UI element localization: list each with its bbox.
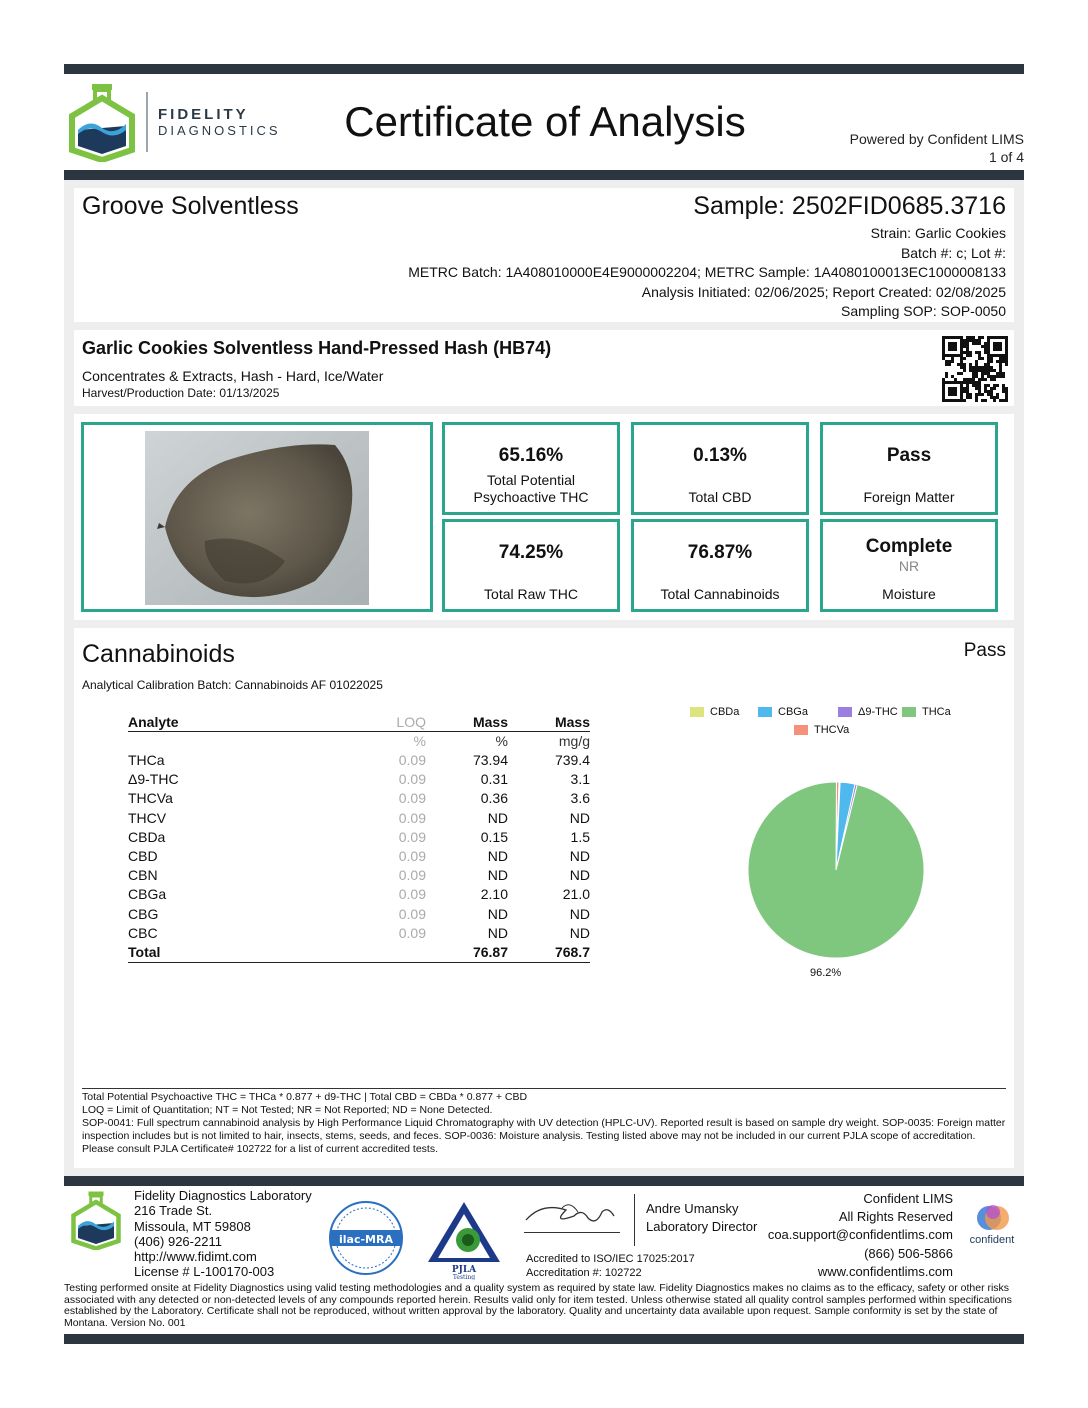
summary-total-thc (442, 422, 620, 515)
table-cell: 0.09 (398, 752, 426, 769)
summary-label: Total Raw THC (484, 586, 578, 602)
director-name: Andre Umansky (646, 1201, 739, 1216)
summary-sub: NR (898, 558, 920, 574)
confident-logo-text: confident (969, 1234, 1015, 1246)
table-cell: ND (569, 867, 590, 884)
legend-swatch (758, 707, 772, 717)
summary-value: 65.16% (498, 445, 564, 466)
footer-bottom-bar (64, 1334, 1024, 1344)
summary-total-cbd (631, 422, 809, 515)
column-header: Mass (426, 713, 508, 732)
summary-value: 0.13% (693, 445, 747, 466)
footer-top-bar (64, 1176, 1024, 1186)
pjla-text: PJLA (451, 1265, 477, 1275)
table-cell: ND (487, 867, 508, 884)
confident-logo-icon (962, 1202, 1022, 1234)
table-cell: 0.09 (398, 867, 426, 884)
cannabinoid-table (128, 713, 590, 963)
director-block (646, 1200, 757, 1235)
summary-value: 74.25% (498, 542, 564, 563)
top-bar (64, 64, 1024, 74)
confident-website[interactable]: www.confidentlims.com (817, 1263, 953, 1279)
qr-code-icon[interactable] (942, 336, 1008, 402)
table-cell: ND (569, 905, 590, 922)
summary-value: 76.87% (687, 542, 753, 563)
table-cell: 1.5 (570, 828, 590, 845)
calibration-batch: Analytical Calibration Batch: Cannabinoids AF 01022025 (82, 678, 383, 692)
table-cell: 0.15 (480, 828, 508, 845)
table-row (128, 770, 590, 789)
table-cell: 21.0 (562, 886, 590, 903)
client-name: Groove Solventless (82, 192, 299, 220)
total-cell: 76.87 (426, 943, 508, 963)
total-cell: 768.7 (508, 943, 590, 963)
notes-divider (82, 1088, 1006, 1089)
summary-label: Total CBD (688, 489, 752, 505)
note-formula: Total Potential Psychoactive THC = THCa * 0.877 + d9-THC | Total CBD = CBDa * 0.877 + CBD (82, 1091, 528, 1103)
units-row (128, 732, 590, 752)
legend-label: CBDa (710, 706, 740, 718)
flask-icon (68, 82, 136, 162)
table-cell: CBGa (128, 886, 167, 903)
table-cell: 3.6 (570, 790, 590, 807)
strain: Strain: Garlic Cookies (870, 225, 1006, 241)
section-status: Pass (963, 640, 1006, 661)
page-title: Certificate of Analysis (344, 98, 746, 145)
header-bottom-bar (64, 170, 1024, 180)
confident-rights: All Rights Reserved (838, 1209, 953, 1225)
column-header: Mass (508, 713, 590, 732)
table-cell: THCVa (128, 790, 173, 807)
summary-raw-thc (442, 519, 620, 612)
summary-label: Total Cannabinoids (660, 586, 780, 602)
unit-cell: % (495, 733, 508, 749)
summary-value: Pass (886, 445, 932, 466)
table-cell: 0.09 (398, 886, 426, 903)
director-title: Laboratory Director (646, 1218, 758, 1234)
summary-label: Moisture (882, 586, 936, 602)
pjla-sub-text: Testing (452, 1274, 476, 1280)
table-cell: 0.31 (480, 771, 508, 788)
table-cell: Δ9-THC (128, 771, 179, 788)
lab-license: License # L-100170-003 (134, 1264, 275, 1280)
summary-label: Foreign Matter (863, 489, 955, 505)
legend-item (758, 706, 808, 718)
disclaimer: Testing performed onsite at Fidelity Diagnostics using valid testing methodologies and a quality system as required by state law. Fidelity Diagnostics makes no claims as to the efficacy, safety or other risks associated with any detected or non-detected levels of any compounds reported herein. Results valid only for item tested. Unless otherwise stated all quality control samples performed within specifications established by the Laboratory. Certificate shall not be reproduced, without written approval by the laboratory. Quality and uncertainty data available upon request. Sample conformity is set by the state of Montana. Version No. 001 (64, 1282, 1012, 1329)
lab-phone: (406) 926-2211 (134, 1233, 222, 1249)
table-cell: 0.09 (398, 771, 426, 788)
batch: Batch #: c; Lot #: (900, 244, 1006, 261)
metrc: METRC Batch: 1A408010000E4E9000002204; METRC Sample: 1A4080100013EC1000008133 (408, 264, 1006, 280)
sampling-sop: Sampling SOP: SOP-0050 (841, 303, 1006, 319)
legend-item (902, 706, 951, 718)
unit-cell (128, 732, 308, 752)
unit-cell: mg/g (558, 733, 590, 749)
lab-website[interactable]: http://www.fidimt.com (134, 1249, 257, 1265)
brand-wordmark (146, 92, 281, 152)
pjla-logo-icon (426, 1200, 502, 1280)
accreditation-number: Accreditation #: 102722 (526, 1267, 642, 1279)
summary-moisture (820, 519, 998, 612)
legend-label: CBGa (778, 706, 808, 718)
legend-swatch (794, 725, 808, 735)
legend-label: THCVa (814, 724, 850, 736)
summary-value: Complete (865, 536, 953, 557)
table-row (128, 828, 590, 847)
column-header: LOQ (308, 713, 426, 732)
section-title: Cannabinoids (82, 640, 235, 668)
confident-logo (962, 1202, 1022, 1252)
table-cell: CBDa (128, 828, 166, 845)
table-row (128, 847, 590, 866)
legend-item (794, 724, 849, 736)
pie-slice-THCa (748, 782, 924, 958)
product-category: Concentrates & Extracts, Hash - Hard, Ice/Water (82, 368, 384, 384)
lab-name: Fidelity Diagnostics Laboratory (134, 1188, 312, 1203)
table-cell: ND (569, 809, 590, 826)
product-name: Garlic Cookies Solventless Hand-Pressed Hash (HB74) (82, 338, 552, 358)
note-methods: SOP-0041: Full spectrum cannabinoid analysis by High Performance Liquid Chromatography with UV detection (HPLC-UV). Reported result is based on sample dry weight. SOP-0035: Foreign matter inspection includes but is not limited to hair, insects, stems, seeds, and feces. SOP-0036: Moisture analysis. Testing listed above may not be included in our current PJLA scope of accreditation. Please consult PJLA Certificate# 102722 for a list of current accredited tests. (82, 1117, 1006, 1155)
table-cell: CBN (128, 867, 158, 884)
sample-photo (145, 431, 369, 605)
table-cell: 3.1 (570, 771, 590, 788)
table-cell: ND (487, 905, 508, 922)
lab-city: Missoula, MT 59808 (134, 1218, 251, 1234)
table-row (128, 924, 590, 943)
table-row (128, 809, 590, 828)
confident-name: Confident LIMS (863, 1191, 953, 1206)
sample-meta (408, 224, 1006, 322)
table-row (128, 751, 590, 770)
sample-id: Sample: 2502FID0685.3716 (693, 192, 1006, 220)
table-cell: ND (487, 809, 508, 826)
legend-label: Δ9-THC (858, 706, 898, 718)
total-cell: Total (128, 943, 308, 963)
dates: Analysis Initiated: 02/06/2025; Report Created: 02/08/2025 (641, 283, 1006, 300)
table-cell: THCV (128, 809, 167, 826)
lab-street: 216 Trade St. (134, 1203, 213, 1219)
column-header: Analyte (128, 713, 308, 732)
legend-swatch (690, 707, 704, 717)
table-cell: 0.09 (398, 809, 426, 826)
brand-line-2: DIAGNOSTICS (158, 123, 281, 138)
table-cell: CBC (128, 924, 158, 941)
table-cell: ND (487, 924, 508, 941)
signature-divider (634, 1194, 635, 1246)
table-cell: 0.09 (398, 828, 426, 845)
ilac-text: ilac-MRA (339, 1233, 393, 1246)
note-abbreviations: LOQ = Limit of Quantitation; NT = Not Tested; NR = Not Reported; ND = None Detected. (82, 1104, 493, 1116)
table-cell: 0.09 (398, 924, 426, 941)
signature-line (524, 1232, 620, 1233)
brand-line-1: FIDELITY (158, 106, 249, 123)
confident-email[interactable]: coa.support@confidentlims.com (767, 1227, 953, 1243)
accreditation-block (526, 1252, 695, 1280)
ilac-mra-logo-icon (328, 1200, 404, 1276)
signature-icon (522, 1198, 622, 1230)
flask-icon (70, 1190, 122, 1250)
footnotes (82, 1091, 1006, 1156)
table-cell: 0.09 (398, 905, 426, 922)
powered-by-text: Powered by Confident LIMS (849, 131, 1024, 147)
summary-foreign-matter (820, 422, 998, 515)
pie-data-label: 96.2% (810, 967, 842, 979)
legend-swatch (838, 707, 852, 717)
total-cell (308, 943, 426, 963)
legend-item (690, 706, 739, 718)
table-cell: ND (487, 848, 508, 865)
table-cell: ND (569, 924, 590, 941)
table-cell: 739.4 (554, 752, 590, 769)
table-cell: 73.94 (472, 752, 508, 769)
table-cell: THCa (128, 752, 165, 769)
harvest-date: Harvest/Production Date: 01/13/2025 (82, 386, 280, 400)
table-row (128, 789, 590, 808)
table-cell: 0.09 (398, 790, 426, 807)
legend-swatch (902, 707, 916, 717)
summary-total-cannabinoids (631, 519, 809, 612)
accreditation-standard: Accredited to ISO/IEC 17025:2017 (526, 1253, 695, 1265)
unit-cell: % (413, 733, 426, 749)
table-cell: ND (569, 848, 590, 865)
total-row (128, 943, 590, 963)
summary-label: Total Potential Psychoactive THC (473, 472, 589, 505)
table-cell: 0.36 (480, 790, 508, 807)
table-row (128, 885, 590, 904)
table-cell: CBG (128, 905, 159, 922)
cannabinoid-pie-chart (746, 780, 926, 960)
legend-item (838, 706, 898, 718)
page-number: 1 of 4 (988, 149, 1024, 165)
lab-address (134, 1188, 312, 1280)
confident-phone: (866) 506-5866 (864, 1245, 953, 1261)
legend-label: THCa (922, 706, 951, 718)
table-row (128, 866, 590, 885)
table-cell: CBD (128, 848, 158, 865)
table-cell: 2.10 (480, 886, 508, 903)
confident-contact (768, 1190, 953, 1281)
table-cell: 0.09 (398, 848, 426, 865)
table-header-row (128, 713, 590, 732)
table-row (128, 905, 590, 924)
powered-by (850, 130, 1024, 166)
